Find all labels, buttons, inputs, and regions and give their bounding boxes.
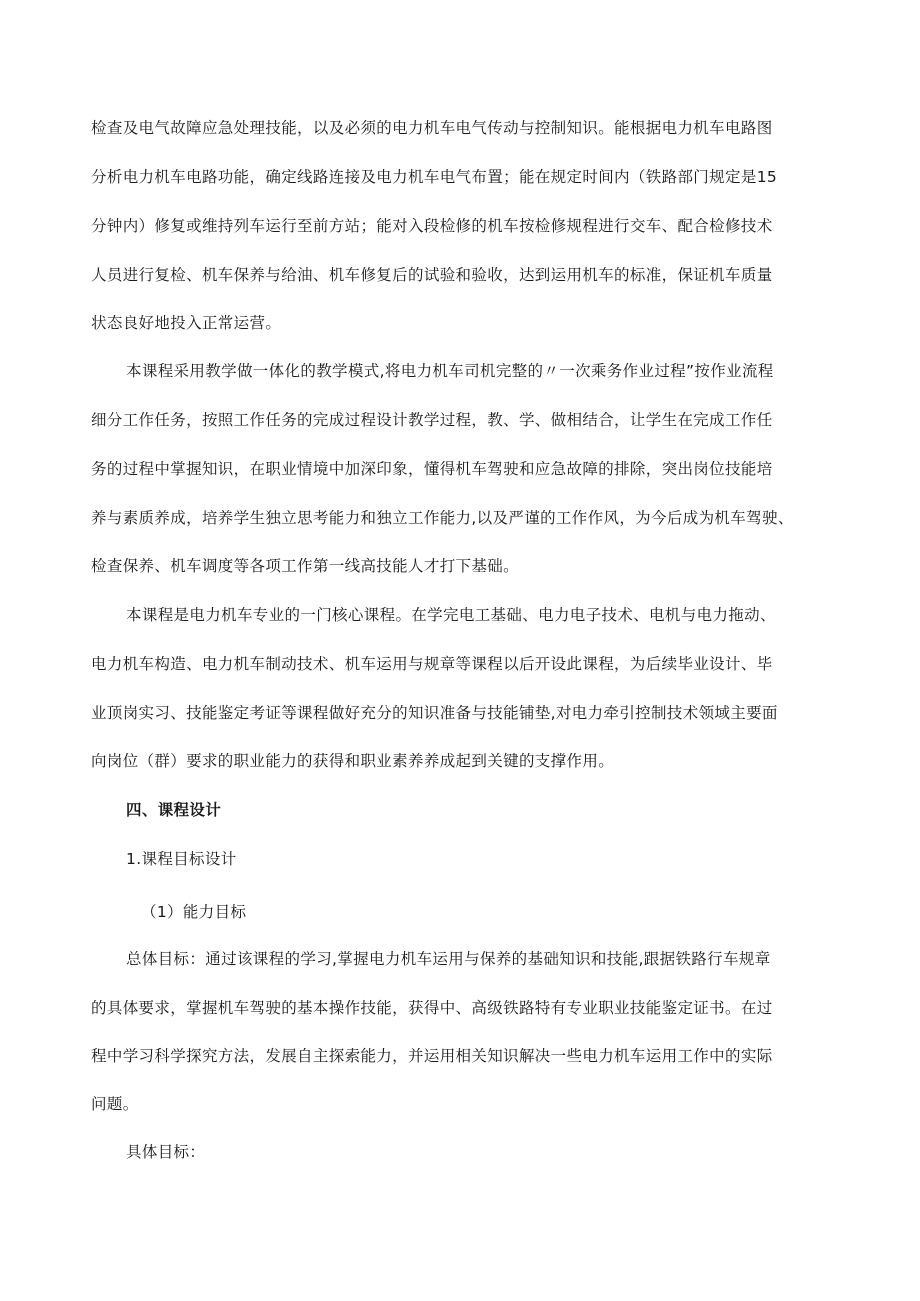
- text-line: 问题。: [91, 1095, 139, 1113]
- text-line: 电力机车构造、电力机车制动技术、机车运用与规章等课程以后开设此课程，为后续毕业设计、毕: [91, 655, 773, 673]
- text-line: 本课程采用教学做一体化的教学模式,将电力机车司机完整的〃一次乘务作业过程”按作业流程: [126, 362, 774, 380]
- subheading-ability-goal: （1）能力目标: [141, 903, 247, 921]
- text-line: 向岗位（群）要求的职业能力的获得和职业素养养成起到关键的支撑作用。: [91, 752, 615, 770]
- text-line: 程中学习科学探究方法，发展自主探索能力，并运用相关知识解决一些电力机车运用工作中的实际: [91, 1047, 773, 1065]
- text-line: 人员进行复检、机车保养与给油、机车修复后的试验和验收，达到运用机车的标准，保证机车质量: [91, 266, 773, 284]
- text-line: 分钟内）修复或维持列车运行至前方站；能对入段检修的机车按检修规程进行交车、配合检修技术: [91, 217, 773, 235]
- text-line: 状态良好地投入正常运营。: [91, 314, 282, 332]
- text-line: 的具体要求，掌握机车驾驶的基本操作技能，获得中、高级铁路特有专业职业技能鉴定证书。在过: [91, 999, 773, 1017]
- section-heading: 四、课程设计: [126, 801, 222, 819]
- text-line: 总体目标：通过该课程的学习,掌握电力机车运用与保养的基础知识和技能,跟据铁路行车规章: [126, 950, 771, 968]
- text-line: 检查及电气故障应急处理技能，以及必须的电力机车电气传动与控制知识。能根据电力机车电路图: [91, 119, 773, 137]
- text-line: 分析电力机车电路功能，确定线路连接及电力机车电气布置；能在规定时间内（铁路部门规定是15: [91, 168, 778, 186]
- specific-goal-label: 具体目标：: [126, 1143, 206, 1161]
- text-line: 养与素质养成，培养学生独立思考能力和独立工作能力,以及严谨的工作作风，为今后成为机车驾驶、: [91, 509, 794, 527]
- text-line: 本课程是电力机车专业的一门核心课程。在学完电工基础、电力电子技术、电机与电力拖动、: [126, 606, 776, 624]
- text-line: 业顶岗实习、技能鉴定考证等课程做好充分的知识准备与技能铺垫,对电力牵引控制技术领域主要面: [91, 704, 778, 722]
- text-line: 务的过程中掌握知识，在职业情境中加深印象，懂得机车驾驶和应急故障的排除，突出岗位技能培: [91, 460, 773, 478]
- text-line: 检查保养、机车调度等各项工作第一线高技能人才打下基础。: [91, 557, 519, 575]
- text-line: 细分工作任务，按照工作任务的完成过程设计教学过程，教、学、做相结合，让学生在完成工作任: [91, 411, 773, 429]
- subheading-course-goal: 1.课程目标设计: [126, 850, 237, 868]
